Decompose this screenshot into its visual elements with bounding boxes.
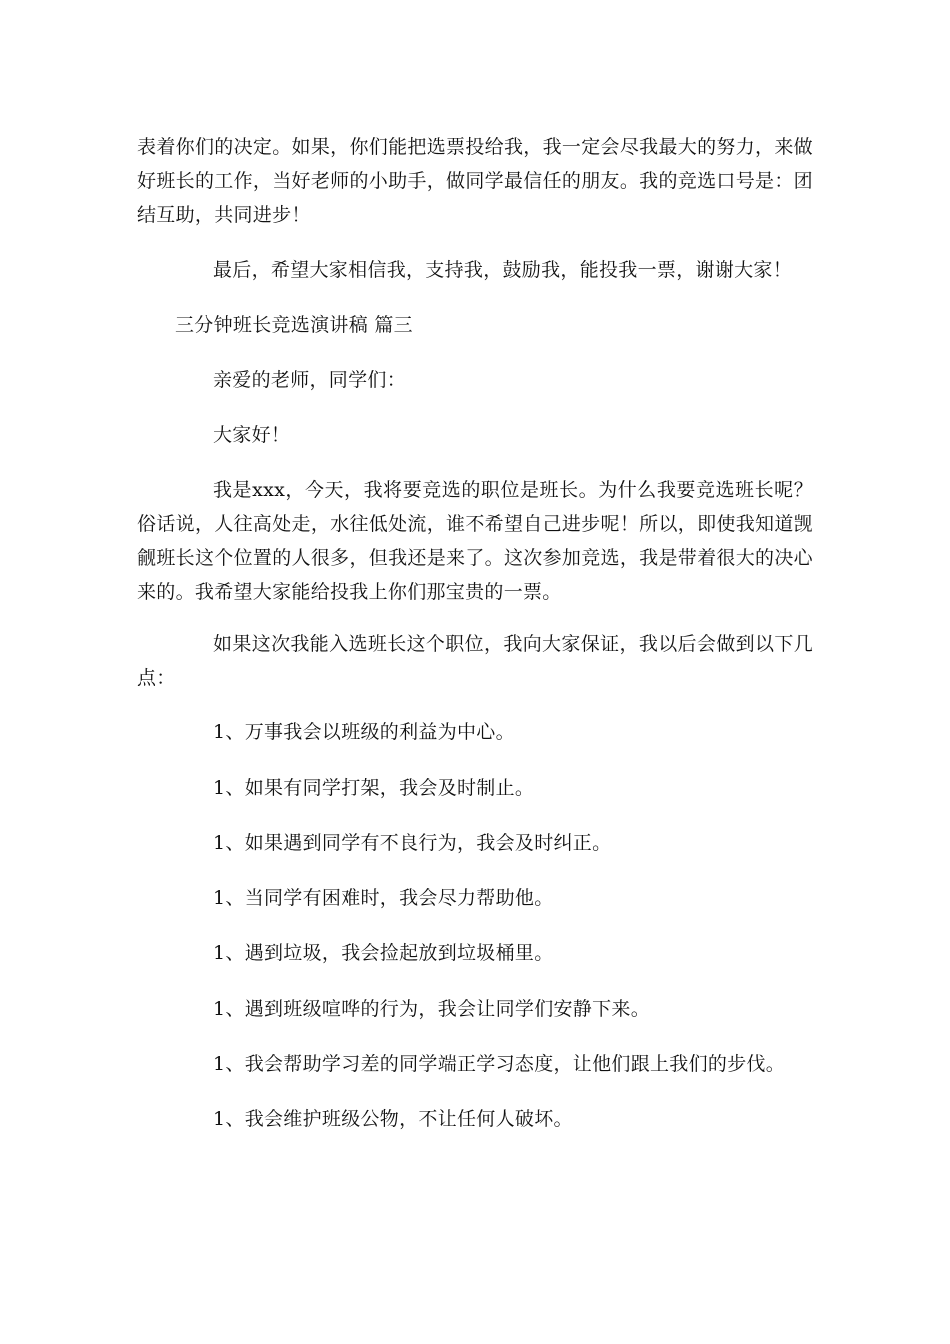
list-item: 1、如果遇到同学有不良行为，我会及时纠正。 — [213, 832, 612, 854]
list-item: 1、如果有同学打架，我会及时制止。 — [213, 777, 535, 799]
paragraph-promise: 如果这次我能入选班长这个职位，我向大家保证，我以后会做到以下几点： — [137, 633, 813, 689]
paragraph-introduction: 我是xxx，今天，我将要竞选的职位是班长。为什么我要竞选班长呢？俗话说，人往高处走，水往低处流，谁不希望自己进步呢！所以，即使我知道觊觎班长这个位置的人很多，但我还是来了。这次参加竞选，我是带着很大的决心来的。我希望大家能给投我上你们那宝贵的一票。 — [137, 479, 813, 603]
list-item: 1、我会帮助学习差的同学端正学习态度，让他们跟上我们的步伐。 — [213, 1053, 786, 1075]
list-item: 1、遇到垃圾，我会捡起放到垃圾桶里。 — [213, 942, 554, 964]
section-heading: 三分钟班长竞选演讲稿 篇三 — [175, 314, 413, 336]
paragraph-closing: 最后，希望大家相信我，支持我，鼓励我，能投我一票，谢谢大家！ — [213, 259, 793, 281]
list-item: 1、我会维护班级公物，不让任何人破坏。 — [213, 1108, 573, 1130]
list-item: 1、万事我会以班级的利益为中心。 — [213, 721, 515, 743]
document-page — [137, 0, 813, 1344]
paragraph-continuation: 表着你们的决定。如果，你们能把选票投给我，我一定会尽我最大的努力，来做好班长的工作，当好老师的小助手，做同学最信任的朋友。我的竞选口号是：团结互助，共同进步！ — [137, 136, 813, 226]
paragraph-greeting: 大家好！ — [213, 424, 291, 446]
paragraph-salutation: 亲爱的老师，同学们： — [213, 369, 407, 391]
list-item: 1、当同学有困难时，我会尽力帮助他。 — [213, 887, 554, 909]
list-item: 1、遇到班级喧哗的行为，我会让同学们安静下来。 — [213, 998, 650, 1020]
